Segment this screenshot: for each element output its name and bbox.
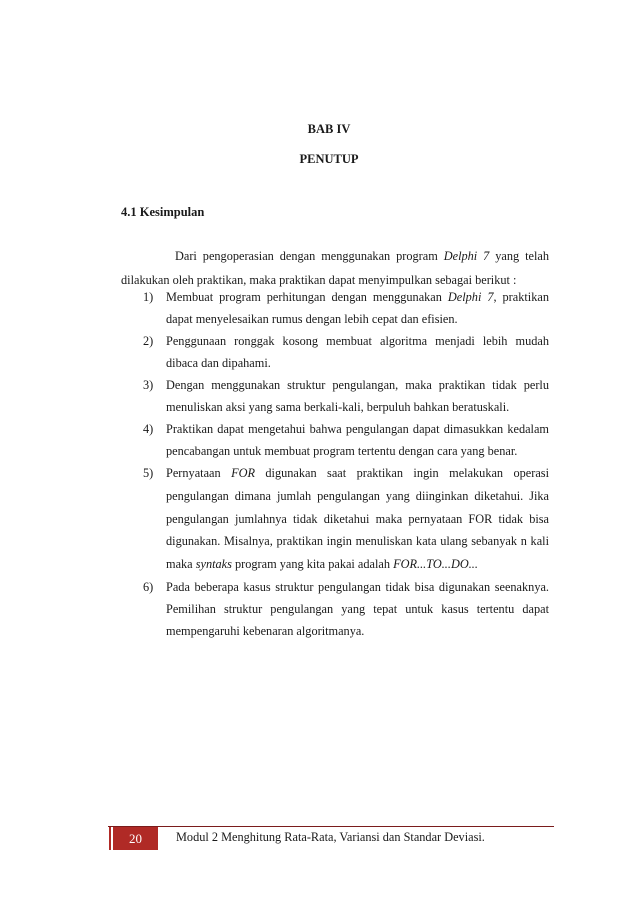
item-text: Pada beberapa kasus struktur pengulangan tidak bisa digunakan seenaknya. Pemilihan struktur pengulangan yang tepat untuk kasus tertentu dapat mempengaruhi kebenaran algoritmanya. (166, 579, 549, 638)
item-number: 4) (143, 422, 154, 436)
list-item (121, 286, 549, 330)
item-text: Dengan menggunakan struktur pengulangan, maka praktikan tidak perlu menuliskan aksi yang sama berkali-kali, berpuluh bahkan beratuskali. (166, 378, 549, 414)
list-item (121, 374, 549, 418)
item-text: Membuat program perhitungan dengan menggunakan Delphi 7, praktikan dapat menyelesaikan rumus dengan lebih cepat dan efisien. (166, 290, 549, 326)
item-text: Pernyataan FOR digunakan saat praktikan ingin melakukan operasi pengulangan dimana jumlah pengulangan yang diinginkan diketahui. Jika pengulangan jumlahnya tidak diketahui maka pernyataan FOR tidak bisa digunakan. Misalnya, praktikan ingin menuliskan kata ulang sebanyak n kali maka syntaks program yang kita pakai adalah FOR...TO...DO... (166, 466, 550, 572)
item-number: 6) (143, 579, 154, 594)
section-heading: 4.1 Kesimpulan (121, 205, 205, 219)
intro-paragraph: Dari pengoperasian dengan menggunakan program Delphi 7 yang telah dilakukan oleh praktikan, maka praktikan dapat menyimpulkan sebagai berikut : (121, 249, 549, 288)
item-number: 2) (143, 334, 154, 348)
list-item (121, 418, 549, 462)
list-item (121, 330, 549, 374)
chapter-title: PENUTUP (299, 152, 359, 166)
item-text: Penggunaan ronggak kosong membuat algoritma menjadi lebih mudah dibaca dan dipahami. (166, 334, 549, 370)
list-item (121, 462, 549, 576)
item-text: Praktikan dapat mengetahui bahwa pengulangan dapat dimasukkan kedalam pencabangan untuk membuat program tertentu dengan cara yang benar. (166, 422, 549, 458)
footer-divider (108, 826, 554, 827)
item-number: 5) (143, 466, 154, 480)
page-number: 20 (113, 827, 158, 850)
footer-title: Modul 2 Menghitung Rata-Rata, Variansi dan Standar Deviasi. (176, 830, 485, 844)
item-number: 1) (143, 290, 154, 304)
chapter-number: BAB IV (307, 122, 351, 136)
list-item (121, 576, 549, 642)
item-number: 3) (143, 378, 154, 392)
conclusion-list (121, 286, 549, 642)
